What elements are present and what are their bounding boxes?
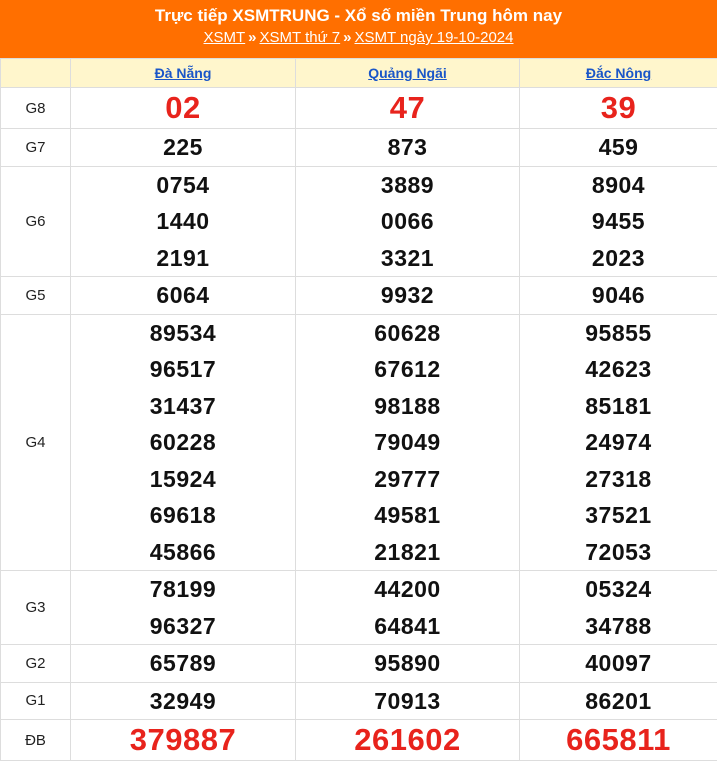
prize-cell xyxy=(71,682,296,720)
winning-number: 96517 xyxy=(149,356,217,382)
winning-number: 67612 xyxy=(374,356,441,382)
province-header xyxy=(71,59,296,88)
prize-label: G8 xyxy=(1,88,71,129)
prize-row xyxy=(1,645,717,683)
breadcrumb-separator: » xyxy=(248,29,257,46)
prize-cell xyxy=(520,277,717,315)
winning-number: 02 xyxy=(165,90,201,125)
province-header xyxy=(296,59,520,88)
winning-number: 49581 xyxy=(374,502,441,528)
prize-cell xyxy=(520,645,717,683)
winning-number: 1440 xyxy=(156,208,210,234)
results-body xyxy=(1,88,717,761)
breadcrumb-xsmt[interactable]: XSMT xyxy=(203,29,246,46)
winning-number: 86201 xyxy=(585,687,652,714)
prize-cell xyxy=(71,277,296,315)
prize-cell xyxy=(520,166,717,277)
winning-number: 98188 xyxy=(374,392,441,419)
winning-number: 873 xyxy=(387,134,428,160)
winning-number: 459 xyxy=(598,134,639,160)
winning-number: 9455 xyxy=(591,208,646,234)
winning-number: 21821 xyxy=(374,538,441,565)
winning-number: 15924 xyxy=(149,465,217,492)
winning-number: 31437 xyxy=(149,392,217,419)
prize-row xyxy=(1,682,717,720)
prize-cell xyxy=(520,682,717,720)
prize-cell xyxy=(296,645,520,683)
winning-number: 42623 xyxy=(585,356,652,382)
breadcrumb-xsmt-date[interactable]: XSMT ngày 19-10-2024 xyxy=(354,29,514,46)
winning-number: 9932 xyxy=(380,282,435,308)
prize-label: G1 xyxy=(1,682,71,720)
winning-number: 78199 xyxy=(149,576,217,602)
province-header xyxy=(520,59,717,88)
prize-cell xyxy=(520,88,717,129)
breadcrumb-xsmt-thu-7[interactable]: XSMT thứ 7 xyxy=(259,29,341,46)
winning-number: 32949 xyxy=(149,687,217,714)
prize-cell xyxy=(296,720,520,761)
prize-label: G4 xyxy=(1,314,71,571)
prize-cell xyxy=(71,645,296,683)
winning-number: 85181 xyxy=(585,392,652,419)
winning-number: 665811 xyxy=(566,722,671,757)
winning-number: 2023 xyxy=(591,244,646,271)
prize-cell xyxy=(520,314,717,571)
winning-number: 72053 xyxy=(585,538,652,565)
prize-cell xyxy=(71,720,296,761)
winning-number: 44200 xyxy=(374,576,441,602)
province-link-dac-nong[interactable]: Đắc Nông xyxy=(585,65,652,81)
winning-number: 24974 xyxy=(585,429,652,455)
prize-cell xyxy=(71,88,296,129)
prize-cell xyxy=(71,166,296,277)
winning-number: 95855 xyxy=(585,319,652,346)
winning-number: 64841 xyxy=(374,612,441,639)
prize-row xyxy=(1,720,717,761)
winning-number: 40097 xyxy=(585,650,652,676)
winning-number: 6064 xyxy=(156,282,210,308)
breadcrumb-separator: » xyxy=(343,29,352,46)
winning-number: 0754 xyxy=(156,171,210,198)
page-title: Trực tiếp XSMTRUNG - Xổ số miền Trung hôm nay xyxy=(154,6,563,25)
winning-number: 95890 xyxy=(374,650,441,676)
prize-cell xyxy=(296,682,520,720)
prize-cell xyxy=(296,277,520,315)
winning-number: 379887 xyxy=(129,722,237,757)
winning-number: 0066 xyxy=(380,208,435,234)
winning-number: 27318 xyxy=(585,465,652,492)
winning-number: 2191 xyxy=(156,244,210,271)
prize-cell xyxy=(520,129,717,167)
page-header xyxy=(0,0,717,58)
prize-row xyxy=(1,88,717,129)
prize-row xyxy=(1,314,717,571)
winning-number: 60628 xyxy=(374,319,441,346)
winning-number: 89534 xyxy=(149,319,217,346)
winning-number: 34788 xyxy=(585,612,652,639)
winning-number: 3889 xyxy=(380,171,435,198)
winning-number: 225 xyxy=(163,134,203,160)
prize-cell xyxy=(296,129,520,167)
winning-number: 261602 xyxy=(354,722,461,757)
winning-number: 45866 xyxy=(149,538,217,565)
winning-number: 9046 xyxy=(591,282,646,308)
winning-number: 3321 xyxy=(380,244,435,271)
prize-label: G7 xyxy=(1,129,71,167)
prize-cell xyxy=(296,571,520,645)
winning-number: 39 xyxy=(600,90,637,125)
prize-label: G5 xyxy=(1,277,71,315)
prize-cell xyxy=(71,129,296,167)
prize-column-header xyxy=(1,59,71,88)
prize-label: G3 xyxy=(1,571,71,645)
prize-cell xyxy=(296,88,520,129)
prize-row xyxy=(1,277,717,315)
province-header-row xyxy=(1,59,717,88)
prize-row xyxy=(1,166,717,277)
winning-number: 37521 xyxy=(585,502,652,528)
prize-label: ĐB xyxy=(1,720,71,761)
prize-row xyxy=(1,571,717,645)
province-link-quang-ngai[interactable]: Quảng Ngãi xyxy=(368,65,447,81)
results-table xyxy=(0,58,717,761)
prize-cell xyxy=(520,720,717,761)
prize-cell xyxy=(296,166,520,277)
winning-number: 79049 xyxy=(374,429,441,455)
prize-label: G6 xyxy=(1,166,71,277)
winning-number: 05324 xyxy=(585,576,652,602)
prize-cell xyxy=(71,314,296,571)
winning-number: 65789 xyxy=(149,650,217,676)
prize-cell xyxy=(71,571,296,645)
winning-number: 69618 xyxy=(149,502,217,528)
winning-number: 60228 xyxy=(149,429,217,455)
winning-number: 70913 xyxy=(374,687,441,714)
prize-label: G2 xyxy=(1,645,71,683)
winning-number: 96327 xyxy=(149,612,217,639)
prize-row xyxy=(1,129,717,167)
prize-cell xyxy=(296,314,520,571)
breadcrumb xyxy=(0,27,717,49)
winning-number: 8904 xyxy=(591,171,646,198)
winning-number: 47 xyxy=(389,90,426,125)
winning-number: 29777 xyxy=(374,465,441,492)
prize-cell xyxy=(520,571,717,645)
province-link-da-nang[interactable]: Đà Nẵng xyxy=(154,65,212,81)
